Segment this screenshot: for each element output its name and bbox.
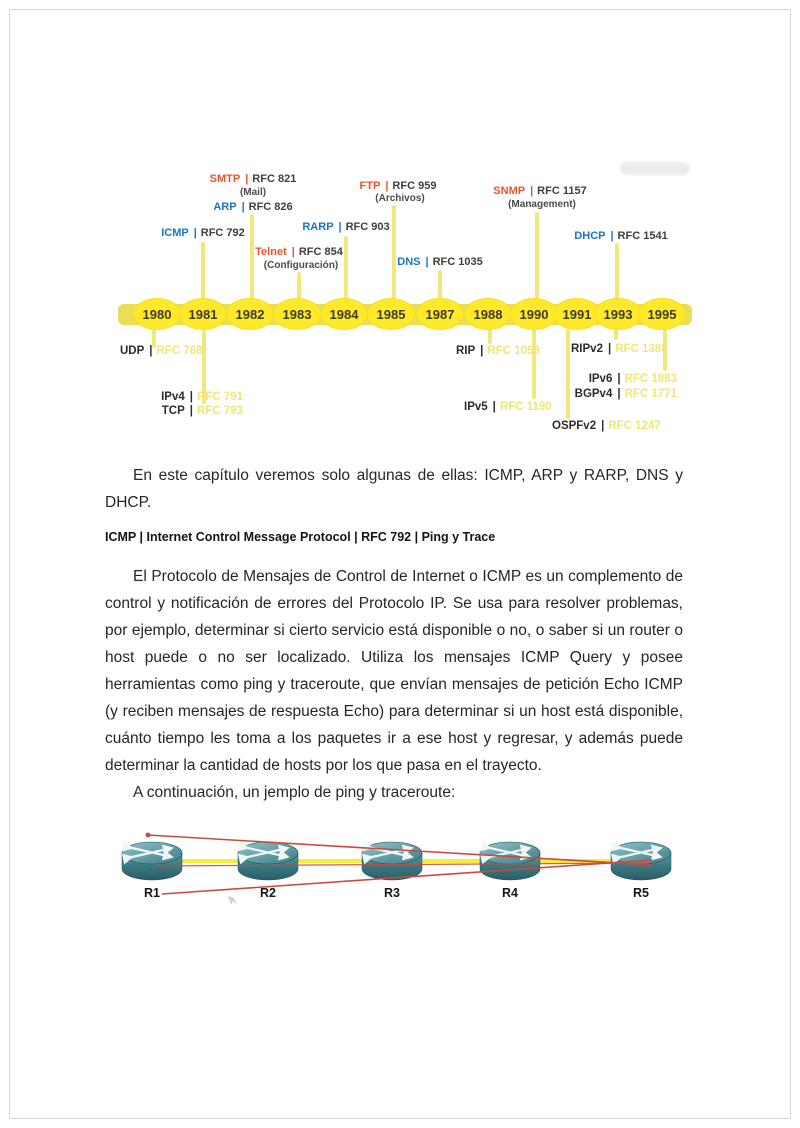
rfc-number: RFC 1771 bbox=[624, 388, 677, 400]
router-label-r5: R5 bbox=[633, 886, 649, 900]
rfc-number: RFC 1190 bbox=[499, 401, 552, 413]
pipe-separator: | bbox=[291, 246, 295, 258]
rfc-number: RFC 792 bbox=[200, 227, 245, 239]
timeline-year: 1981 bbox=[179, 298, 227, 330]
pipe-separator: | bbox=[617, 388, 621, 400]
protocol-name: BGPv4 bbox=[574, 388, 613, 400]
timeline-stem bbox=[201, 242, 205, 302]
timeline-label-rip bbox=[456, 345, 540, 357]
pipe-separator: | bbox=[480, 345, 484, 357]
timeline-label-ipv4 bbox=[161, 391, 243, 403]
timeline-caption-archivos: (Archivos) bbox=[375, 193, 425, 204]
timeline-stem bbox=[535, 212, 539, 302]
protocol-name: OSPFv2 bbox=[552, 420, 597, 432]
timeline-label-dns bbox=[397, 256, 482, 268]
protocol-name: RARP bbox=[302, 221, 334, 233]
timeline-caption-management: (Management) bbox=[508, 199, 576, 210]
timeline-label-icmp bbox=[161, 227, 245, 239]
rfc-number: RFC 793 bbox=[196, 405, 243, 417]
timeline-label-smtp bbox=[210, 173, 297, 185]
timeline-stem bbox=[615, 243, 619, 302]
timeline-stem bbox=[532, 329, 536, 399]
timeline-stem bbox=[344, 236, 348, 302]
timeline-year: 1982 bbox=[226, 298, 274, 330]
protocol-name: DHCP bbox=[574, 230, 606, 242]
section-heading: ICMP | Internet Control Message Protocol | RFC 792 | Ping y Trace bbox=[105, 530, 496, 544]
timeline-label-udp bbox=[120, 345, 203, 357]
protocol-name: Telnet bbox=[255, 246, 287, 258]
pipe-separator: | bbox=[193, 227, 197, 239]
pipe-separator: | bbox=[601, 420, 605, 432]
pipe-separator: | bbox=[385, 180, 389, 192]
timeline-label-dhcp bbox=[574, 230, 667, 242]
protocol-name: SNMP bbox=[493, 185, 526, 197]
rfc-number: RFC 1541 bbox=[617, 230, 668, 242]
protocol-name: DNS bbox=[397, 256, 421, 268]
router-icon-r1 bbox=[122, 842, 182, 880]
timeline-year: 1995 bbox=[638, 298, 686, 330]
pipe-separator: | bbox=[617, 373, 621, 385]
rfc-number: RFC 1157 bbox=[537, 185, 587, 197]
protocol-name: UDP bbox=[120, 345, 145, 357]
rfc-number: RFC 1247 bbox=[608, 420, 661, 432]
pipe-separator: | bbox=[610, 230, 614, 242]
timeline-label-ospfv2 bbox=[552, 420, 661, 432]
timeline-label-snmp bbox=[493, 185, 586, 197]
timeline-year: 1987 bbox=[416, 298, 464, 330]
timeline-stem bbox=[250, 214, 254, 302]
timeline-label-bgpv4 bbox=[575, 388, 677, 400]
text-content bbox=[105, 462, 683, 806]
timeline-year: 1984 bbox=[320, 298, 368, 330]
protocol-name: ICMP bbox=[161, 227, 189, 239]
router-label-r3: R3 bbox=[384, 886, 400, 900]
pipe-separator: | bbox=[149, 345, 153, 357]
intro-paragraph: En este capítulo veremos solo algunas de ellas: ICMP, ARP y RARP, DNS y DHCP. bbox=[105, 467, 683, 511]
timeline-label-ripv2 bbox=[571, 343, 668, 355]
pipe-separator: | bbox=[492, 401, 496, 413]
timeline-label-tcp bbox=[162, 405, 243, 417]
rfc-number: RFC 959 bbox=[392, 180, 437, 192]
router-icon-r4 bbox=[480, 842, 540, 880]
protocol-name: IPv5 bbox=[464, 401, 488, 413]
protocol-name: IPv4 bbox=[161, 391, 185, 403]
rfc-number: RFC 903 bbox=[345, 221, 390, 233]
protocol-name: IPv6 bbox=[588, 373, 613, 385]
timeline-label-telnet bbox=[255, 246, 343, 258]
protocol-name: RIPv2 bbox=[571, 343, 603, 355]
pipe-separator: | bbox=[241, 201, 245, 213]
timeline-label-rarp bbox=[302, 221, 389, 233]
timeline-year: 1991 bbox=[553, 298, 601, 330]
rfc-number: RFC 791 bbox=[196, 391, 243, 403]
timeline-label-ipv5 bbox=[464, 401, 552, 413]
rfc-number: RFC 854 bbox=[298, 246, 343, 258]
protocol-name: SMTP bbox=[209, 173, 241, 185]
router-icon-r2 bbox=[238, 842, 298, 880]
pipe-separator: | bbox=[338, 221, 342, 233]
rfc-number: RFC 826 bbox=[248, 201, 293, 213]
rfc-number: RFC 768 bbox=[156, 345, 203, 357]
router-diagram-figure bbox=[100, 818, 710, 918]
timeline-stem bbox=[566, 329, 570, 419]
pipe-separator: | bbox=[530, 185, 534, 197]
timeline-year: 1980 bbox=[133, 298, 181, 330]
timeline-stem bbox=[488, 329, 492, 344]
protocol-name: FTP bbox=[359, 180, 381, 192]
closing-paragraph: A continuación, un jemplo de ping y traceroute: bbox=[133, 784, 456, 801]
rfc-number: RFC 1058 bbox=[487, 345, 540, 357]
pipe-separator: | bbox=[425, 256, 429, 268]
protocol-name: ARP bbox=[213, 201, 237, 213]
pipe-separator: | bbox=[189, 391, 193, 403]
timeline-caption-mail: (Mail) bbox=[239, 187, 267, 198]
timeline-year: 1983 bbox=[273, 298, 321, 330]
timeline-year: 1985 bbox=[367, 298, 415, 330]
rfc-number: RFC 821 bbox=[252, 173, 297, 185]
timeline-year: 1993 bbox=[594, 298, 642, 330]
cursor-artifact-icon bbox=[228, 896, 237, 905]
timeline-label-arp bbox=[213, 201, 292, 213]
rfc-number: RFC 1883 bbox=[624, 373, 677, 385]
protocol-name: RIP bbox=[456, 345, 476, 357]
timeline-year: 1990 bbox=[510, 298, 558, 330]
router-label-r1: R1 bbox=[144, 886, 160, 900]
body-paragraph: El Protocolo de Mensajes de Control de Internet o ICMP es un complemento de control y notificación de errores del Protocolo IP. Se usa para resolver problemas, por ejemplo, determinar si cierto servicio está disponible o no, o saber si un router o host puede o no ser localizado. Utiliza los mensajes ICMP Query y posee herramientas como ping y traceroute, que envían mensajes de petición Echo ICMP (y reciben mensajes de respuesta Echo) para determinar si un host está disponible, cuánto tiempo les toma a los paquetes ir a ese host y regresar, y además puede determinar la cantidad de hosts por los que pasa en el trayecto. bbox=[105, 568, 683, 774]
timeline-stem bbox=[614, 329, 618, 340]
scan-artifact bbox=[620, 162, 690, 175]
timeline-stem bbox=[392, 205, 396, 302]
router-label-r2: R2 bbox=[260, 886, 276, 900]
timeline-label-ipv6 bbox=[589, 373, 677, 385]
rfc-number: RFC 1388 bbox=[615, 343, 668, 355]
pipe-separator: | bbox=[245, 173, 249, 185]
timeline-caption-configuracion: (Configuración) bbox=[263, 260, 339, 271]
timeline-label-ftp bbox=[360, 180, 437, 192]
router-label-r4: R4 bbox=[502, 886, 518, 900]
rfc-number: RFC 1035 bbox=[432, 256, 483, 268]
pipe-separator: | bbox=[189, 405, 193, 417]
timeline-year: 1988 bbox=[464, 298, 512, 330]
protocol-name: TCP bbox=[161, 405, 185, 417]
pipe-separator: | bbox=[607, 343, 612, 355]
